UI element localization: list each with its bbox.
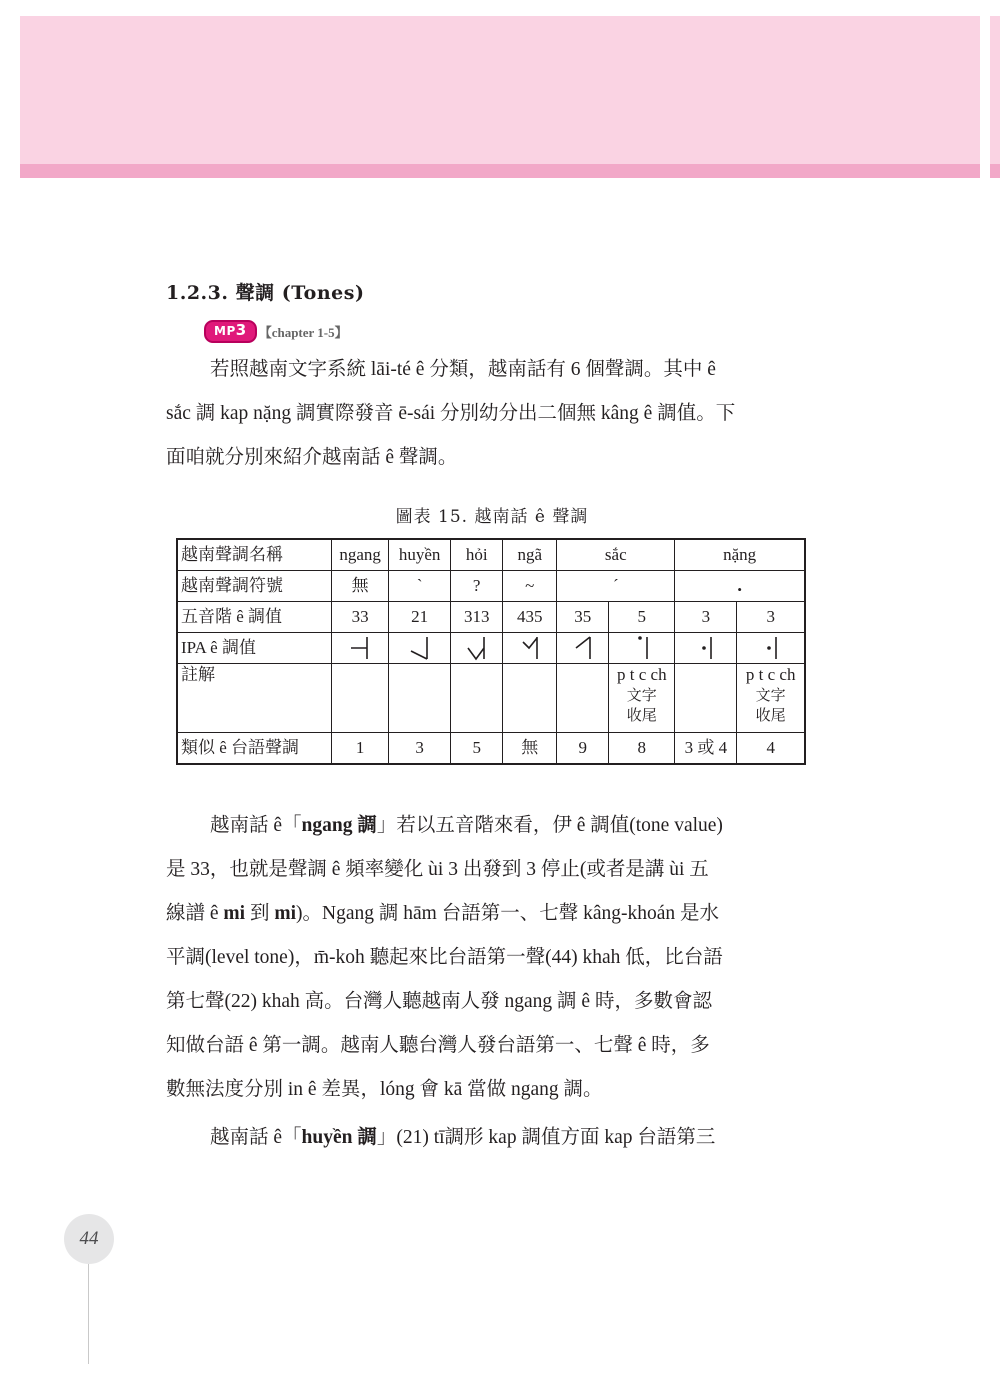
row-header: 越南聲調符號 — [177, 571, 332, 602]
table-row — [177, 539, 805, 571]
table-row — [177, 733, 805, 765]
table-cell — [389, 664, 451, 733]
intro-line: sắc 調 kap nặng 調實際發音 ē-sái 分別幼分出二個無 kâng ê 調值。下 — [166, 403, 736, 424]
table-cell: 無 — [332, 571, 389, 602]
table-cell: 3 或 4 — [675, 733, 737, 765]
table-cell: 3 — [389, 733, 451, 765]
table-cell: ˋ — [389, 571, 451, 602]
table-cell — [451, 664, 503, 733]
table-cell: 9 — [557, 733, 609, 765]
body-line: 第七聲(22) khah 高。台灣人聽越南人發 ngang 調 ê 時，多數會認 — [166, 991, 712, 1012]
table-cell: 5 — [609, 602, 675, 633]
section-heading: 1.2.3. 聲調 (Tones) — [166, 282, 365, 304]
audio-track-label: 【chapter 1-5】 — [258, 324, 348, 340]
body-line: 越南話 ê「ngang 調」若以五音階來看，伊 ê 調值(tone value) — [210, 815, 723, 836]
table-cell — [451, 633, 503, 664]
tone-5-checked-icon — [629, 634, 655, 662]
table-cell: 33 — [332, 602, 389, 633]
header-edge — [990, 16, 1000, 178]
tone-3-checked-icon — [758, 634, 784, 662]
table-cell — [675, 664, 737, 733]
body-line: 是 33，也就是聲調 ê 頻率變化 ùi 3 出發到 3 停止(或者是講 ùi 五 — [166, 859, 709, 880]
body-line: 平調(level tone)，m̄-koh 聽起來比台語第一聲(44) khah 低，比台語 — [166, 947, 723, 968]
table-cell — [557, 633, 609, 664]
table-cell — [557, 664, 609, 733]
row-header: 越南聲調名稱 — [177, 539, 332, 571]
table-cell — [332, 664, 389, 733]
body-line: 數無法度分別 in ê 差異，lóng 會 kā 當做 ngang 調。 — [166, 1079, 603, 1100]
row-header: 類似 ê 台語聲調 — [177, 733, 332, 765]
page-number-line — [88, 1264, 89, 1364]
body-line: 知做台語 ê 第一調。越南人聽台灣人發台語第一、七聲 ê 時，多 — [166, 1035, 710, 1056]
table-cell: 5 — [451, 733, 503, 765]
tone-435-icon — [517, 634, 543, 662]
intro-line: 面咱就分別來紹介越南話 ê 聲調。 — [166, 447, 458, 468]
table-cell — [503, 664, 557, 733]
tone-313-icon — [464, 634, 490, 662]
table-cell: p t c ch 文字 收尾 — [737, 664, 805, 733]
table-cell — [737, 633, 805, 664]
body-paragraph-1 — [166, 804, 817, 1112]
table-cell: 21 — [389, 602, 451, 633]
intro-paragraph — [166, 348, 817, 480]
table-cell: ~ — [503, 571, 557, 602]
table-cell: ngang — [332, 539, 389, 571]
table-cell: ˊ — [557, 571, 675, 602]
body-line: 線譜 ê mi 到 mi)。Ngang 調 hām 台語第一、七聲 kâng-khoán 是水 — [166, 903, 719, 924]
tone-33-icon — [347, 634, 373, 662]
table-row — [177, 602, 805, 633]
table-cell — [332, 633, 389, 664]
table-cell: 1 — [332, 733, 389, 765]
table-cell: sắc — [557, 539, 675, 571]
header-band — [20, 16, 980, 164]
table-cell: ? — [451, 571, 503, 602]
audio-track[interactable] — [204, 321, 348, 341]
table-cell: p t c ch 文字 收尾 — [609, 664, 675, 733]
tone-3-checked-icon — [693, 634, 719, 662]
table-cell — [503, 633, 557, 664]
tone-35-icon — [570, 634, 596, 662]
mp3-icon[interactable]: MP3 — [204, 320, 257, 343]
body-line: 越南話 ê「huyền 調」(21) tī調形 kap 調值方面 kap 台語第三 — [210, 1127, 716, 1148]
table-cell: 435 — [503, 602, 557, 633]
header-stripe — [20, 164, 980, 178]
table-cell — [389, 633, 451, 664]
row-header: IPA ê 調值 — [177, 633, 332, 664]
table-cell — [609, 633, 675, 664]
intro-line: 若照越南文字系統 lāi-té ê 分類，越南話有 6 個聲調。其中 ê — [210, 359, 716, 380]
table-cell: 35 — [557, 602, 609, 633]
page-number: 44 — [64, 1214, 114, 1264]
tone-table — [176, 538, 806, 765]
table-row — [177, 571, 805, 602]
table-cell: huyền — [389, 539, 451, 571]
table-cell: 無 — [503, 733, 557, 765]
table-row — [177, 633, 805, 664]
table-cell: 313 — [451, 602, 503, 633]
row-header: 五音階 ê 調值 — [177, 602, 332, 633]
table-cell: nặng — [675, 539, 805, 571]
table-cell: ngã — [503, 539, 557, 571]
table-cell: hỏi — [451, 539, 503, 571]
table-cell: • — [675, 571, 805, 602]
table-cell: 8 — [609, 733, 675, 765]
table-cell: 4 — [737, 733, 805, 765]
body-paragraph-2 — [166, 1116, 817, 1160]
table-row — [177, 664, 805, 733]
row-header: 註解 — [177, 664, 332, 733]
table-cell: 3 — [675, 602, 737, 633]
table-cell — [675, 633, 737, 664]
tone-21-icon — [407, 634, 433, 662]
table-cell: 3 — [737, 602, 805, 633]
table-caption: 圖表 15. 越南話 ê 聲調 — [395, 507, 589, 527]
